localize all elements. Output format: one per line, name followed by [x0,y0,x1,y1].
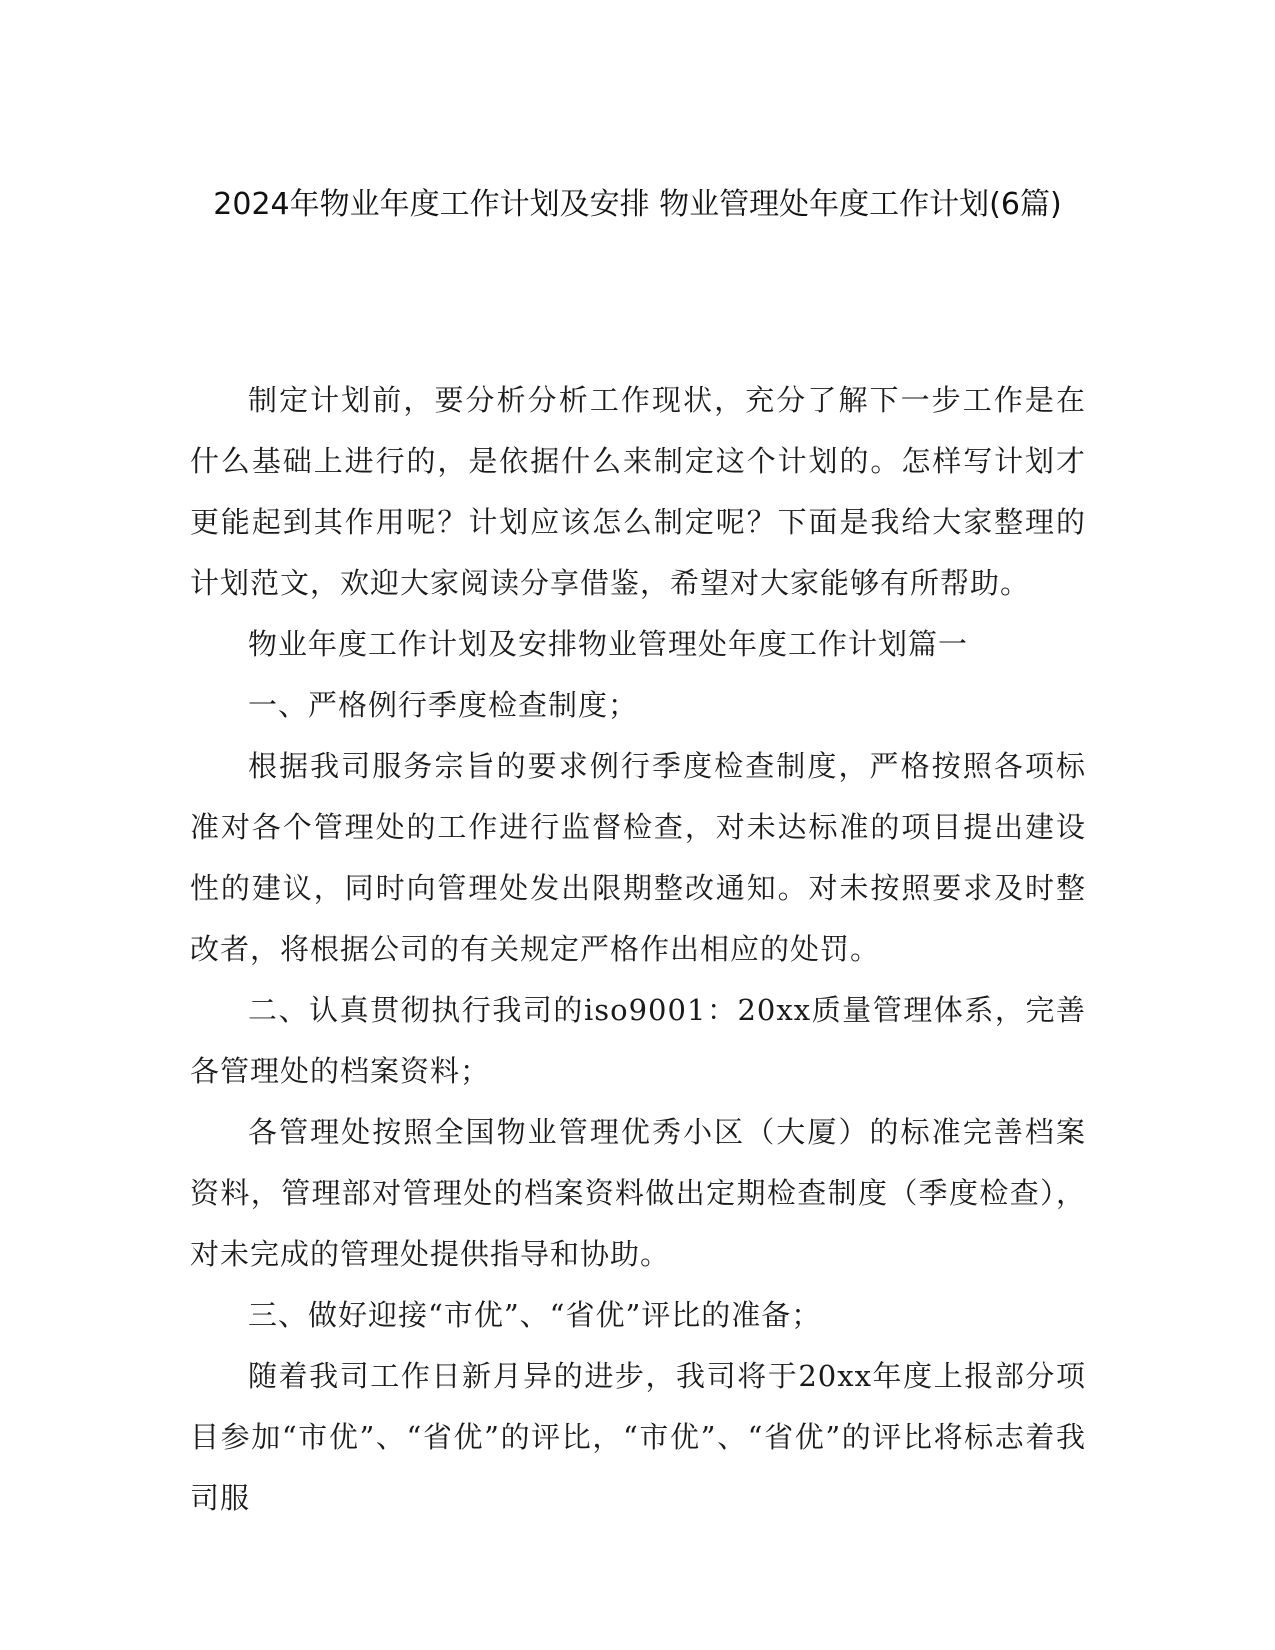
item-heading-1: 一、严格例行季度检查制度； [248,688,639,722]
item-heading-3: 三、做好迎接“市优”、“省优”评比的准备； [248,1298,822,1332]
item-paragraph-2: 各管理处按照全国物业管理优秀小区（大厦）的标准完善档案资料，管理部对管理处的档案资料做出定期检查制度（季度检查），对未完成的管理处提供指导和协助。 [190,1115,1086,1271]
section-heading-part-one: 物业年度工作计划及安排物业管理处年度工作计划篇一 [248,627,969,661]
intro-paragraph: 制定计划前，要分析分析工作现状，充分了解下一步工作是在什么基础上进行的，是依据什么来制定这个计划的。怎样写计划才更能起到其作用呢？计划应该怎么制定呢？下面是我给大家整理的计划范文，欢迎大家阅读分享借鉴，希望对大家能够有所帮助。 [190,383,1086,600]
item-paragraph-1: 根据我司服务宗旨的要求例行季度检查制度，严格按照各项标准对各个管理处的工作进行监督检查，对未达标准的项目提出建设性的建议，同时向管理处发出限期整改通知。对未按照要求及时整改者，将根据公司的有关规定严格作出相应的处罚。 [190,749,1086,966]
document-body [190,370,1086,1529]
item-paragraph-3: 随着我司工作日新月异的进步，我司将于20xx年度上报部分项目参加“市优”、“省优”的评比，“市优”、“省优”的评比将标志着我司服 [190,1359,1086,1515]
document-title: 2024年物业年度工作计划及安排 物业管理处年度工作计划(6篇) [213,187,1062,222]
item-heading-2: 二、认真贯彻执行我司的iso9001：20xx质量管理体系，完善各管理处的档案资料； [190,993,1086,1088]
